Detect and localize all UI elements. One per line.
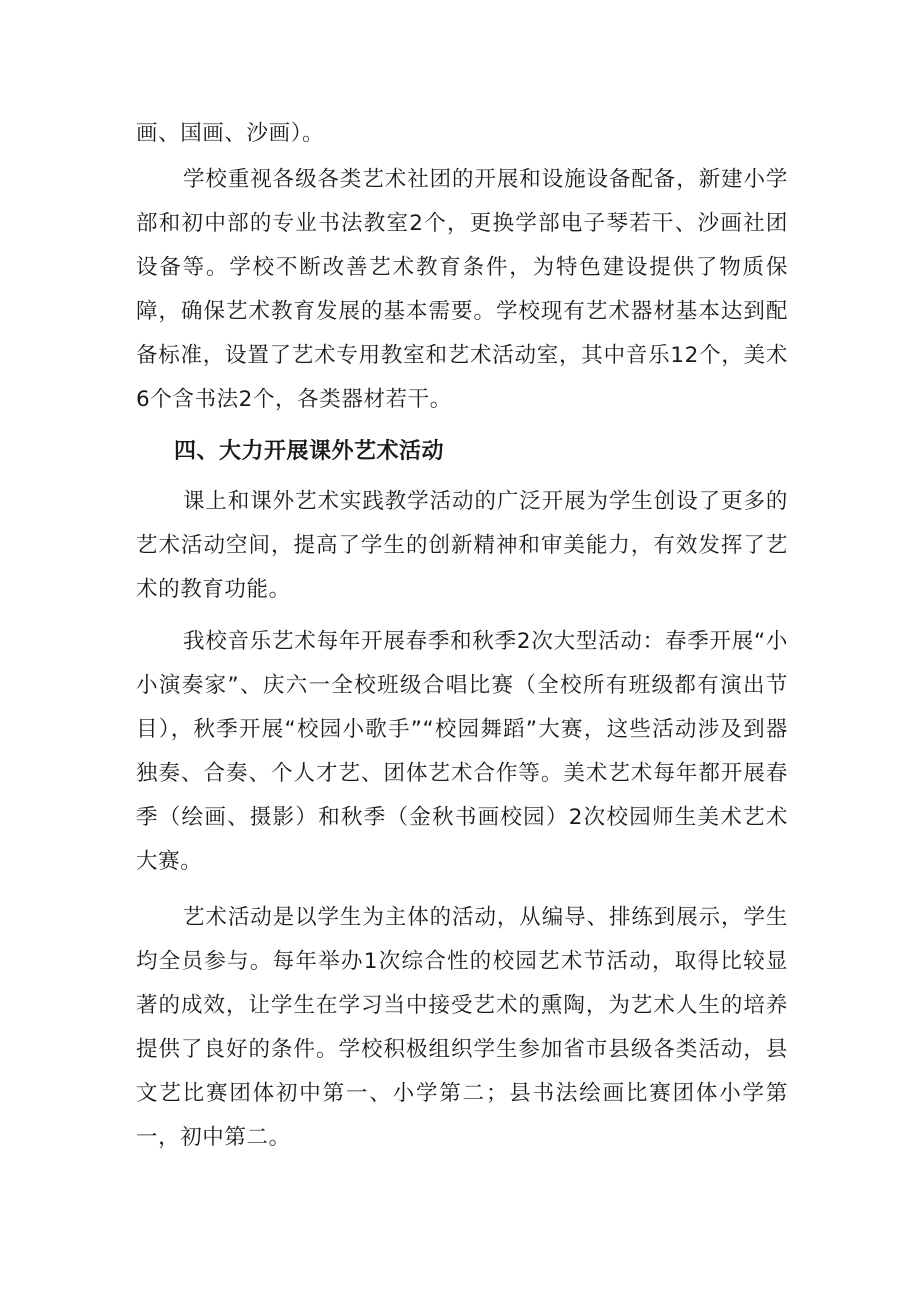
section-heading: 四、大力开展课外艺术活动 (174, 439, 445, 464)
paragraph-music-activities: 我校音乐艺术每年开展春季和秋季2次大型活动：春季开展“小小演奏家”、庆六一全校班级合唱比赛（全校所有班级都有演出节目），秋季开展“校园小歌手”“校园舞蹈”大赛，这些活动涉及到器独奏、合奏、个人才艺、团体艺术合作等。美术艺术每年都开展春季（绘画、摄影）和秋季（金秋书画校园）2次校园师生美术艺术大赛。 (136, 629, 788, 874)
paragraph-continuation: 画、国画、沙画）。 (136, 121, 325, 146)
paragraph-art-festival: 艺术活动是以学生为主体的活动，从编导、排练到展示，学生均全员参与。每年举办1次综合性的校园艺术节活动，取得比较显著的成效，让学生在学习当中接受艺术的熏陶，为艺术人生的培养提供了良好的条件。学校积极组织学生参加省市县级各类活动，县文艺比赛团体初中第一、小学第二；县书法绘画比赛团体小学第一，初中第二。 (136, 905, 788, 1150)
paragraph-art-practice: 课上和课外艺术实践教学活动的广泛开展为学生创设了更多的艺术活动空间，提高了学生的创新精神和审美能力，有效发挥了艺术的教育功能。 (136, 489, 788, 602)
document-page (136, 112, 788, 1160)
paragraph-art-facilities: 学校重视各级各类艺术社团的开展和设施设备配备，新建小学部和初中部的专业书法教室2个，更换学部电子琴若干、沙画社团设备等。学校不断改善艺术教育条件，为特色建设提供了物质保障，确保艺术教育发展的基本需要。学校现有艺术器材基本达到配备标准，设置了艺术专用教室和艺术活动室，其中音乐12个，美术6个含书法2个，各类器材若干。 (136, 167, 788, 412)
